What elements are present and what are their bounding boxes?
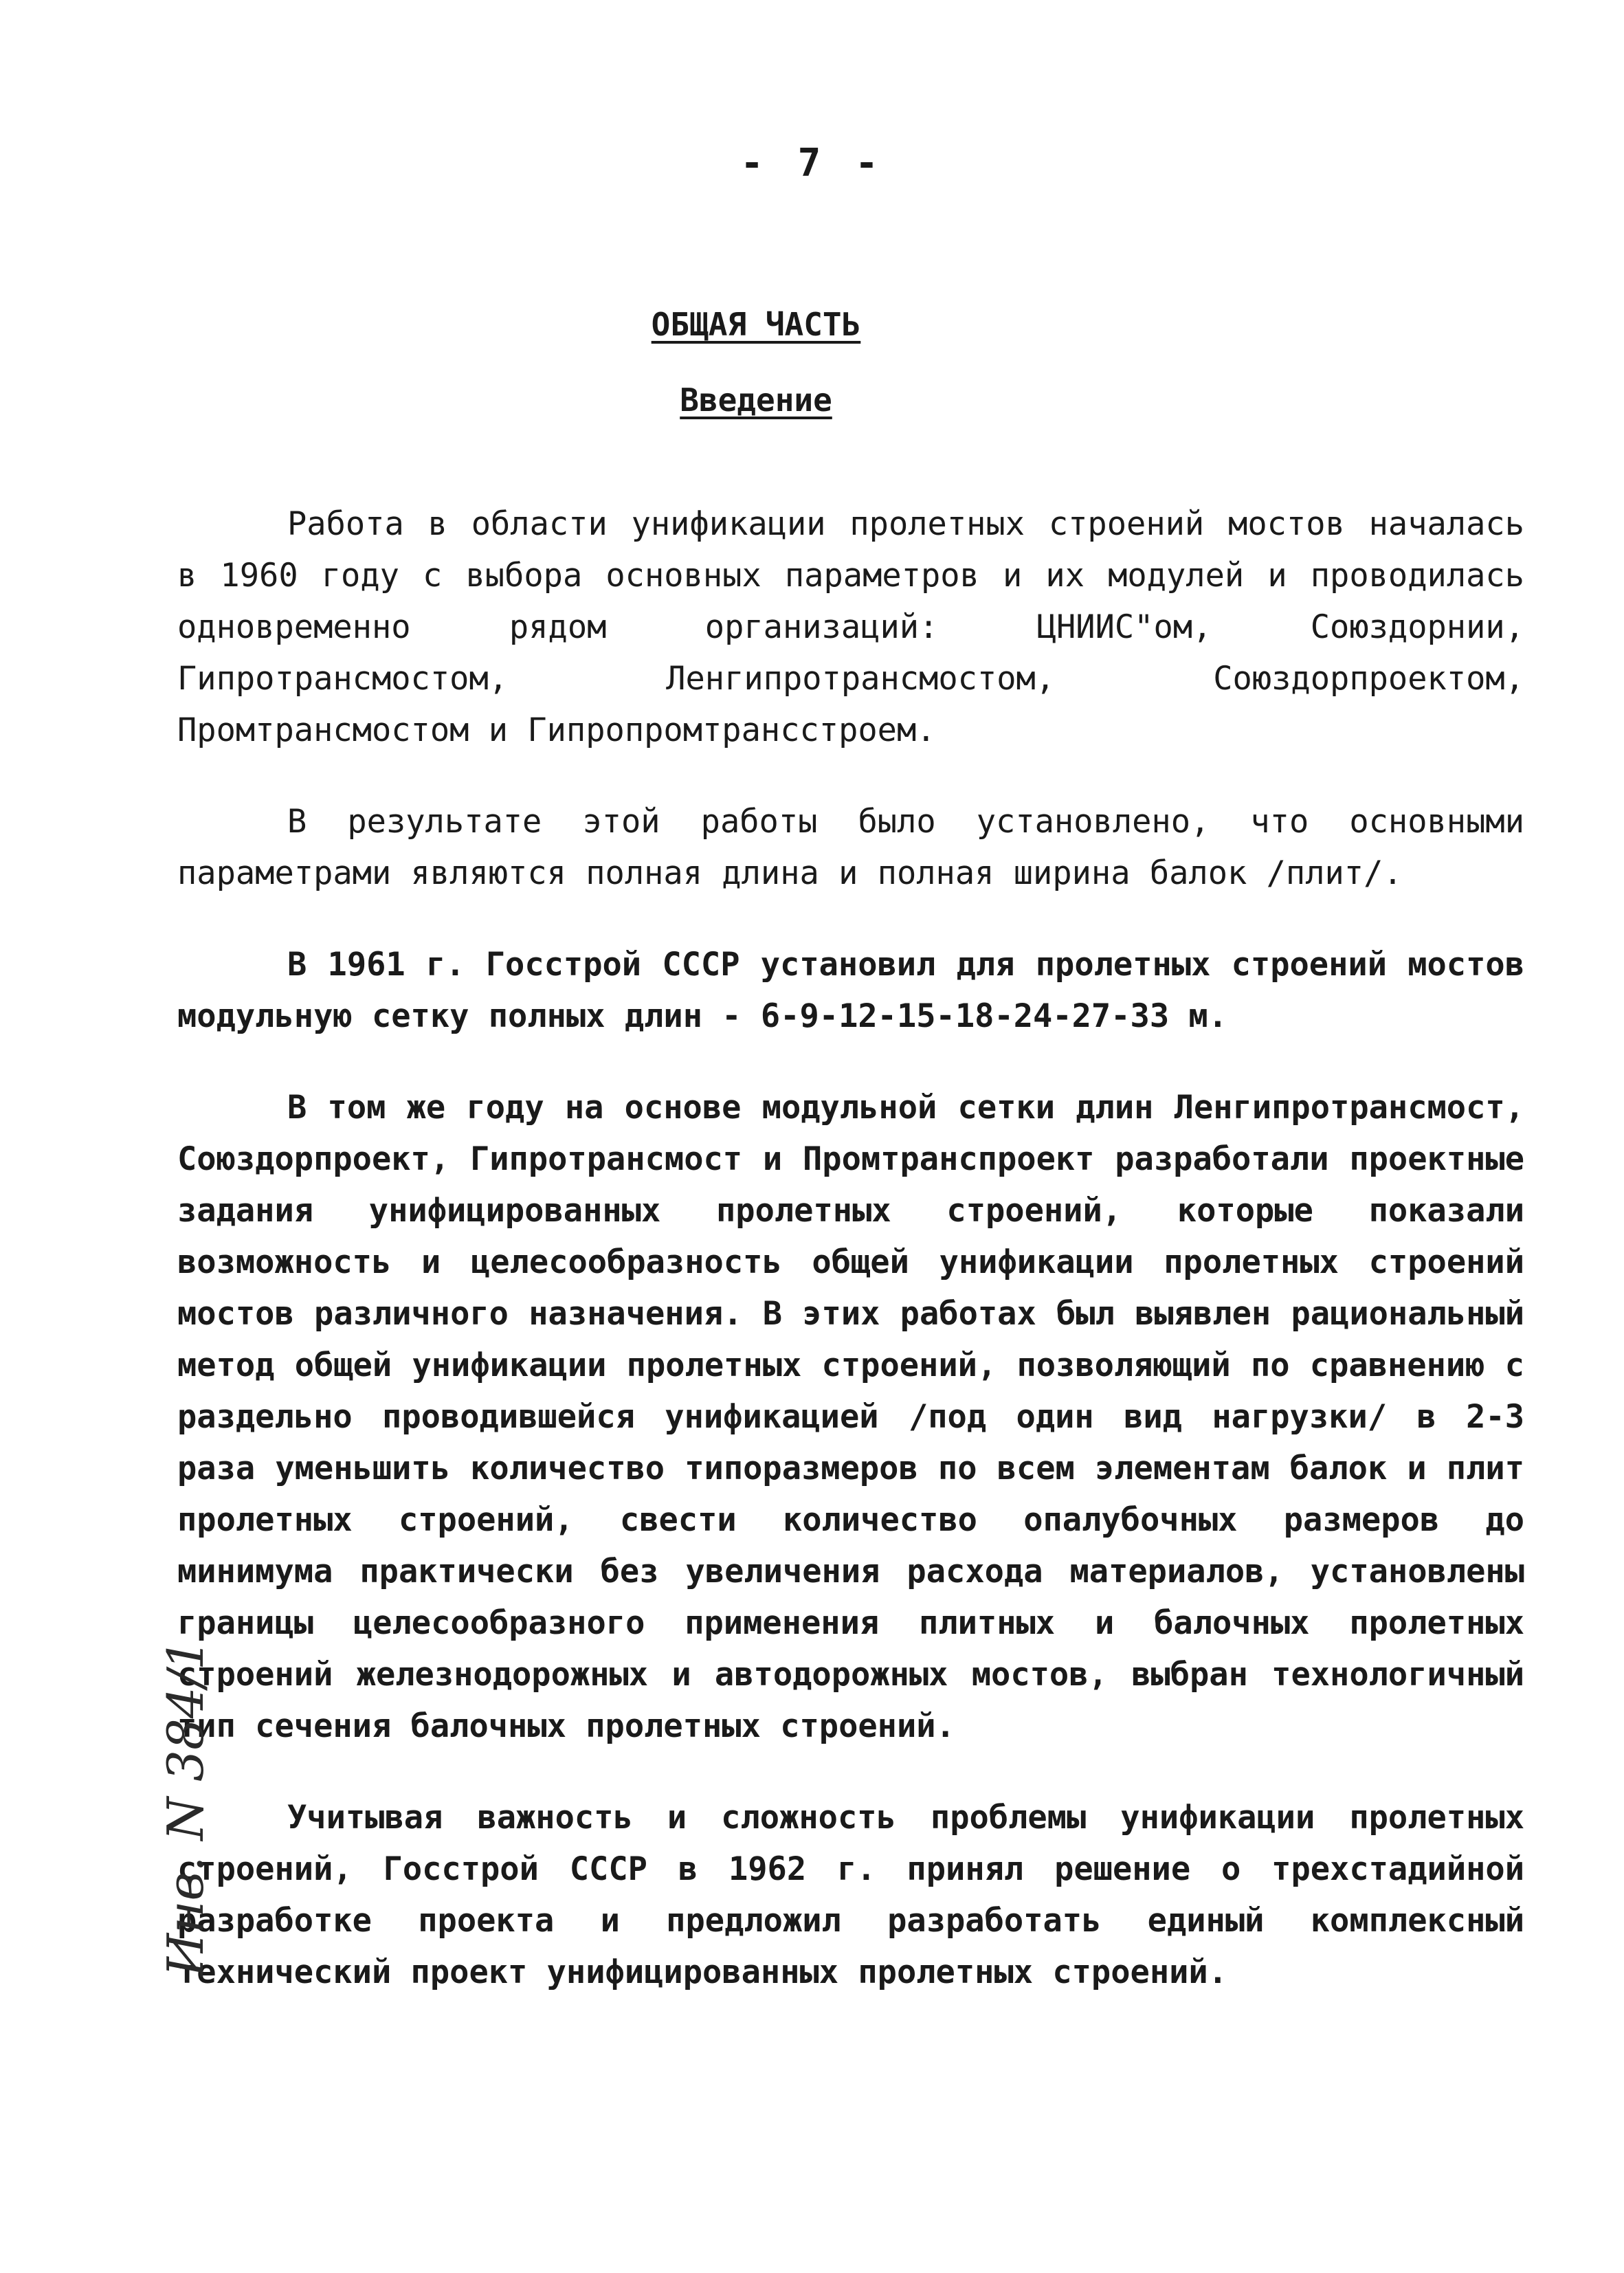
paragraph-5: Учитывая важность и сложность проблемы унификации пролетных строений, Госстрой СССР в 1962 г. принял решение о трехстадийной разработке проекта и предложил разработать единый комплексный технический проект унифицированных пролетных строений. [177, 1799, 1524, 1991]
paragraph-4: В том же году на основе модульной сетки длин Ленгипротрансмост, Союздорпроект, Гипротрансмост и Промтранспроект разработали проектные задания унифицированных пролетных строений, которые показали возможность и целесообразность общей унификации пролетных строений мостов различного назначения. В этих работах был выявлен рациональный метод общей унификации пролетных строений, позволяющий по сравнению с раздельно проводившейся унификацией /под один вид нагрузки/ в 2-3 раза уменьшить количество типоразмеров по всем элементам балок и плит пролетных строений, свести количество опалубочных размеров до минимума практически без увеличения расхода материалов, установлены границы целесообразного применения плитных и балочных пролетных строений железнодорожных и автодорожных мостов, выбран технологичный тип сечения балочных пролетных строений. [177, 1089, 1524, 1745]
section-title: ОБЩАЯ ЧАСТЬ [651, 306, 861, 343]
body-text [177, 498, 1524, 1998]
paragraph-1: Работа в области унификации пролетных строений мостов началась в 1960 году с выбора основных параметров и их модулей и проводилась одновременно рядом организаций: ЦНИИС"ом, Союздорнии, Гипротрансмостом, Ленгипротрансмостом, Союздорпроектом, Промтрансмостом и Гипропромтрансстроем. [177, 505, 1524, 749]
subsection-title: Введение [680, 381, 832, 419]
page-number: - 7 - [740, 141, 884, 186]
inventory-stamp [137, 1629, 234, 1986]
paragraph-2: В результате этой работы было установлено, что основными параметрами являются полная длина и полная ширина балок /плит/. [177, 803, 1524, 892]
paragraph-3: В 1961 г. Госстрой СССР установил для пролетных строений мостов модульную сетку полных длин - 6-9-12-15-18-24-27-33 м. [177, 946, 1524, 1035]
inventory-stamp-text: Инв. N 384/1 [157, 1639, 214, 1977]
